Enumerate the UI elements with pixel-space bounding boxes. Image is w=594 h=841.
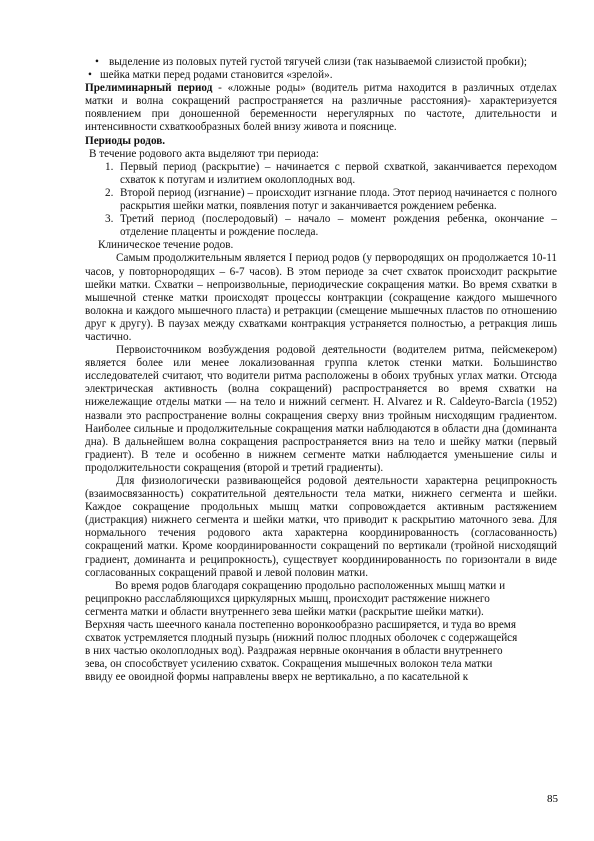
period-text: Первый период (раскрытие) – начинается с первой схваткой, заканчивается переходом схваток к потугам и излитием околоплодных вод. [120,160,557,186]
preliminary-term: Прелиминарный период [85,82,213,95]
paragraph-line: Во время родов благодаря сокращению продольно расположенных мышц матки и [115,579,506,592]
period-number: 1. [105,160,114,173]
preliminary-text: - «ложные роды» (водитель ритма находится в различных отделах матки и волна сокращений распространяется на различные расстояния)- характеризуется появлением при доношенной беременности нерегулярных по частоте, длительности и интенсивности схваткообразных болей внизу живота и пояснице. [85,82,557,134]
bullet-text: выделение из половых путей густой тягучей слизи (так называемой слизистой пробки); [109,56,527,68]
bullet-icon: • [95,56,99,68]
section-heading: Периоды родов. [85,134,166,147]
periods-list [85,161,557,240]
paragraph-line: ввиду ее овоидной формы направлены вверх не вертикально, а по касательной к [85,671,469,684]
bullet-icon: • [88,69,92,82]
body-paragraph: Первоисточником возбуждения родовой деятельности (водителем ритма, пейсмекером) является более или менее локализованная группа клеток стенки матки. Большинство исследователей считают, что водители ритма расположены в обоих трубных углах матки. Отсюда электрическая активность (волна сокращений) распространяется во время схватки на нижележащие отделы матки — на тело и нижний сегмент. H. Alvarez и R. Caldeyro-Barcia (1952) назвали это распространение волны сокращения сверху вниз тройным нисходящим градиентом. Наиболее сильные и продолжительные сокращения матки наблюдаются в области дна (доминанта дна). В дальнейшем волна сокращения распространяется вниз на тело и шейку матки (первый градиент). В теле и особенно в нижнем сегменте матки наблюдается уменьшение силы и продолжительности сокращения (второй и третий градиенты). [85,344,557,474]
paragraph-line: в них частью околоплодных вод). Раздражая нервные окончания в области внутреннего [85,645,503,658]
period-item [85,213,557,239]
body-paragraph: Для физиологически развивающейся родовой деятельности характерна реципрокность (взаимосвязанность) сократительной деятельности тела матки, нижнего сегмента и шейки. Каждое сокращение продольных мышц матки сопровождается активным растяжением (дистракция) нижнего сегмента и шейки матки, что приводит к раскрытию маточного зева. Для нормального течения родового акта характерна координированность (согласованность) сокращений матки. Кроме координированности сокращений по вертикали (тройной нисходящий градиент, доминанта и реципрокность), существует координированность по горизонтали в виде согласованных сокращений правой и левой половин матки. [85,475,557,579]
bullet-text: шейка матки перед родами становится «зрелой». [100,69,333,82]
preliminary-paragraph [85,82,557,134]
paragraph-line: Верхняя часть шеечного канала постепенно воронкообразно расширяется, и туда во время [85,619,517,632]
period-item [85,187,557,213]
bullet-list [85,56,557,82]
period-item [85,161,557,187]
paragraph-line: зева, он способствует усилению схваток. Сокращения мышечных волокон тела матки [85,658,493,671]
paragraph-line: схваток устремляется плодный пузырь (нижний полюс плодных оболочек с содержащейся [85,632,518,645]
bullet-item [85,56,557,69]
page-number: 85 [547,793,558,805]
clinical-subheading: Клиническое течение родов. [98,239,234,252]
period-number: 2. [105,186,114,199]
paragraph-line: сегмента матки и области внутреннего зева шейки матки (раскрытие шейки матки). [85,605,484,618]
paragraph-line: реципрокно расслабляющихся циркулярных мышц, происходит растяжение нижнего [85,592,490,605]
intro-text: В течение родового акта выделяют три периода: [89,147,319,160]
period-text: Третий период (послеродовый) – начало – момент рождения ребенка, окончание – отделение плаценты и рождение последа. [120,213,557,239]
bullet-item [85,69,557,82]
last-paragraph [85,580,557,685]
period-text: Второй период (изгнание) – происходит изгнание плода. Этот период начинается с полного раскрытия шейки матки, появления потуг и заканчивается рождением ребенка. [120,186,557,213]
period-number: 3. [105,213,114,226]
body-paragraph: Самым продолжительным является I период родов (у первородящих он продолжается 10-11 часов, у повторнородящих – 6-7 часов). В этом периоде за счет схваток происходит раскрытие шейки матки. Схватки – непроизвольные, периодические сокращения матки. Во время схватки в мышечной стенке матки происходят процессы контракции (сокращение каждого мышечного волокна и каждого мышечного пласта) и ретракции (смещение мышечных пластов по отношению друг к другу). В паузах между схватками контракция устраняется полностью, а ретракция лишь частично. [85,252,557,343]
